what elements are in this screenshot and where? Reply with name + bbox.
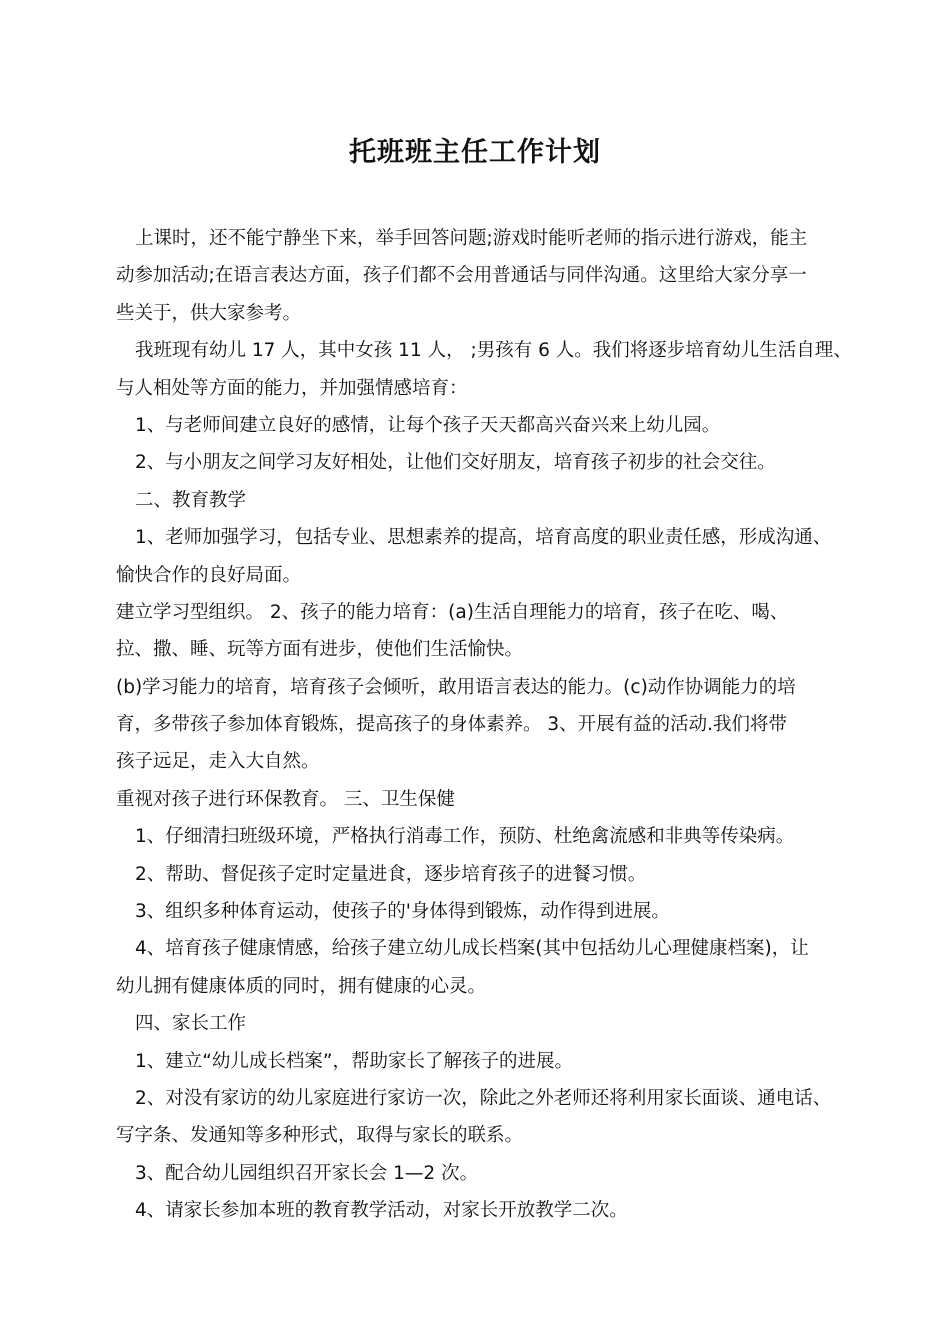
document-body [116, 220, 851, 1230]
text-line: 2、与小朋友之间学习友好相处，让他们交好朋友，培育孩子初步的社会交往。 [135, 452, 776, 474]
text-line: 3、配合幼儿园组织召开家长会 1—2 次。 [135, 1162, 479, 1184]
text-line: 上课时，还不能宁静坐下来，举手回答问题;游戏时能听老师的指示进行游戏，能主 [135, 228, 808, 249]
text-line: 1、仔细清扫班级环境，严格执行消毒工作，预防、杜绝禽流感和非典等传染病。 [135, 826, 795, 848]
text-line: 与人相处等方面的能力，并加强情感培育： [116, 377, 468, 399]
text-line: 4、培育孩子健康情感，给孩子建立幼儿成长档案(其中包括幼儿心理健康档案)，让 [135, 938, 809, 960]
document-title: 托班班主任工作计划 [349, 137, 601, 168]
text-line: 拉、撒、睡、玩等方面有进步，使他们生活愉快。 [116, 639, 524, 661]
text-line: 2、帮助、督促孩子定时定量进食，逐步培育孩子的进餐习惯。 [135, 863, 647, 885]
text-line: 育，多带孩子参加体育锻炼，提高孩子的身体素养。 3、开展有益的活动.我们将带 [116, 714, 788, 736]
section-heading: 四、家长工作 [135, 1013, 247, 1035]
text-line: 写字条、发通知等多种形式，取得与家长的联系。 [116, 1125, 524, 1147]
text-line: 建立学习型组织。 2、孩子的能力培育：(a)生活自理能力的培育，孩子在吃、喝、 [116, 601, 789, 623]
text-line: 1、建立“幼儿成长档案”，帮助家长了解孩子的进展。 [135, 1050, 573, 1072]
text-line: 2、对没有家访的幼儿家庭进行家访一次，除此之外老师还将利用家长面谈、通电话、 [135, 1087, 832, 1109]
text-line: 我班现有幼儿 17 人，其中女孩 11 人， ;男孩有 6 人。我们将逐步培育幼儿生活自理、 [135, 340, 852, 362]
text-line: 重视对孩子进行环保教育。 三、卫生保健 [116, 788, 455, 810]
text-line: (b)学习能力的培育，培育孩子会倾听，敢用语言表达的能力。(c)动作协调能力的培 [116, 676, 796, 698]
text-line: 些关于，供大家参考。 [116, 302, 302, 324]
section-heading: 二、教育教学 [135, 489, 247, 511]
text-line: 3、组织多种体育运动，使孩子的'身体得到锻炼，动作得到进展。 [135, 901, 670, 923]
text-line: 1、老师加强学习，包括专业、思想素养的提高，培育高度的职业责任感，形成沟通、 [135, 527, 832, 549]
text-line: 愉快合作的良好局面。 [116, 564, 302, 586]
text-line: 幼儿拥有健康体质的同时，拥有健康的心灵。 [116, 975, 487, 997]
text-line: 4、请家长参加本班的教育教学活动，对家长开放教学二次。 [135, 1200, 628, 1222]
text-line: 动参加活动;在语言表达方面，孩子们都不会用普通话与同伴沟通。这里给大家分享一 [116, 265, 807, 287]
text-line: 孩子远足，走入大自然。 [116, 751, 320, 773]
text-line: 1、与老师间建立良好的感情，让每个孩子天天都高兴奋兴来上幼儿园。 [135, 414, 721, 436]
